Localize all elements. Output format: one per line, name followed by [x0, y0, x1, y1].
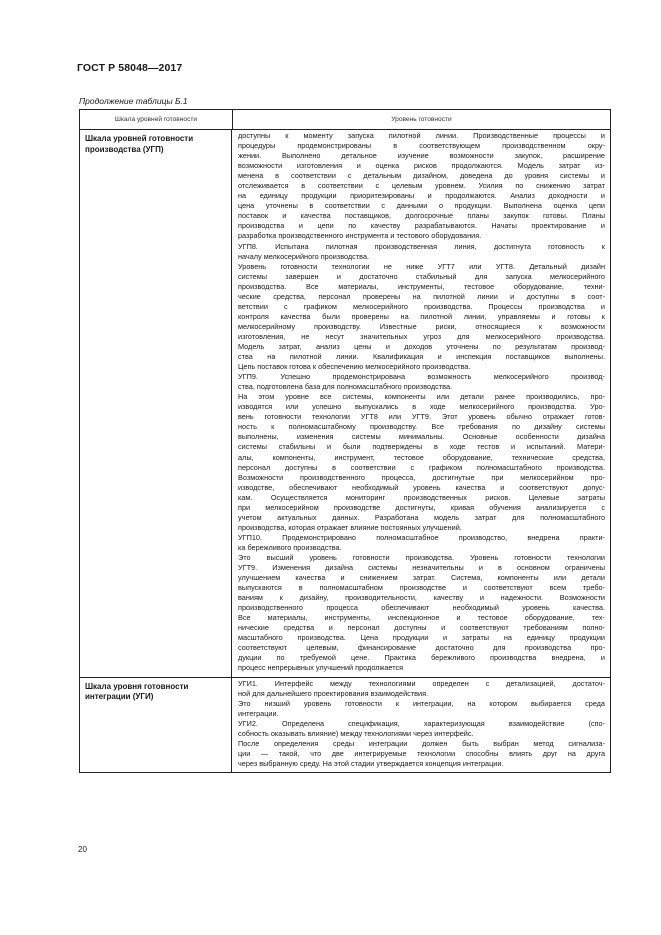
- description-line: при мелкосерийном производстве достигнуты, кривая обучения анализируется с: [238, 502, 605, 512]
- description-line: доступны к моменту запуска пилотной линии. Производственные процессы и: [238, 131, 605, 140]
- description-line: ства на пилотной линии. Квалификация и инспекция поставщиков выполнены.: [238, 352, 605, 362]
- description-line: ка бережливого производства.: [238, 542, 342, 552]
- description-line: Это высший уровень готовности производства. Уровень готовности технологии: [238, 552, 605, 562]
- table-row: [80, 130, 610, 678]
- description-line: Возможности производственного процесса, достигнутые при мелкосерийном про-: [238, 472, 605, 482]
- description-line: выполнены, изменения системы минимальны. Основные особенности дизайна: [238, 432, 605, 442]
- description-line: собность оказывать влияние) между технологиями через интерфейс.: [238, 728, 474, 738]
- description-line: Цепь поставок готова к обеспечению мелкосерийного производства.: [238, 362, 471, 372]
- readiness-table: [79, 109, 611, 773]
- document-code: ГОСТ Р 58048—2017: [77, 62, 183, 74]
- scale-name-cell: [80, 130, 232, 677]
- description-line: жении. Выполнено детальное изучение возможности закупок, расширение: [238, 151, 605, 161]
- description-line: кам. Осуществляется мониторинг производственных рисков. Целевые затраты: [238, 492, 605, 502]
- description-line: алы, компоненты, инструмент, тестовое оборудование, технические средства,: [238, 452, 605, 462]
- description-line: Все материалы, инструменты, инспекционное и тестовое оборудование, тех-: [238, 613, 605, 623]
- table-row: [80, 678, 610, 772]
- scale-name-line: производства (УГП): [85, 144, 164, 154]
- description-line: мелкосерийному производству. Известные риски, относящиеся к возможности: [238, 321, 605, 331]
- description-line: системы стабильны и были подтверждены в ходе тестов и испытаний. Матери-: [238, 442, 605, 452]
- description-line: системы завершен и достаточно стабильный для запуска мелкосерийного: [238, 271, 605, 281]
- table-header: [80, 110, 610, 130]
- description-line: процесс непрерывных улучшений продолжается: [238, 663, 404, 673]
- description-line: началу мелкосерийного производства.: [238, 251, 370, 261]
- column-header-scale: Шкала уровней готовности: [80, 110, 233, 129]
- description-line: дукции по требуемой цене. Практика бережливого производства внедрена, и: [238, 653, 605, 663]
- description-line: цена уточнены в соответствии с данными о продукции. Выполнена оценка цепи: [238, 201, 605, 211]
- description-line: ветствии с графиком мелкосерийного производства. Процессы производства и: [238, 301, 605, 311]
- scale-name-line: Шкала уровня готовности: [85, 681, 189, 691]
- description-line: УГП10. Продемонстрировано полномасштабное производство, внедрена практи-: [238, 532, 605, 542]
- description-line: нические средства и персонал доступны и соответствуют требованиям полно-: [238, 623, 605, 633]
- description-line: через выбранную среду. На этой стадии утверждается концепция интеграции.: [238, 758, 504, 768]
- description-line: УГП8. Испытана пилотная производственная линия, достигнута готовность к: [238, 241, 605, 251]
- description-line: контроля качества были проверены на пилотной линии, управляемы и готовы к: [238, 311, 605, 321]
- description-line: интеграции.: [238, 708, 279, 718]
- description-line: ческие средства, персонал проверены на пилотной линии и доступны в соот-: [238, 291, 605, 301]
- description-line: соответствуют целевым, финансирование достаточно для производства про-: [238, 643, 605, 653]
- scale-name-line: интеграции (УГИ): [85, 692, 154, 702]
- description-line: ства, подготовлена база для полномасштабного производства.: [238, 382, 453, 392]
- description-line: менена в соответствии с детальным дизайном, доведена до уровня системы и: [238, 171, 605, 181]
- table-caption: Продолжение таблицы Б.1: [79, 96, 188, 106]
- description-line: ваниям к дизайну, производительности, качеству и надежности. Возможности: [238, 593, 605, 603]
- description-line: вень готовности технологии УГТ8 или УГТ9. Этот уровень обычно отражает готов-: [238, 412, 605, 422]
- description-line: на единицу продукции приоритезированы и продолжаются. Анализ доходности и: [238, 191, 605, 201]
- description-line: Это низший уровень готовности к интеграции, на котором выбирается среда: [238, 698, 605, 708]
- page-number: 20: [78, 845, 87, 854]
- description-line: ность к полномасштабному производству. Все требования по дизайну системы: [238, 422, 605, 432]
- description-line: После определения среды интеграции должен быть выбран метод сигнализа-: [238, 738, 605, 748]
- scale-name-cell: [80, 678, 232, 772]
- description-line: возможности изготовления и оценка рисков продолжаются. Модель затрат из-: [238, 161, 605, 171]
- description-line: Модель затрат, анализ цены и доходов уточнены по результатам производ-: [238, 341, 605, 351]
- description-line: УГИ2. Определена спецификация, характеризующая взаимодействие (спо-: [238, 718, 605, 728]
- description-line: персонал доступны в соответствии с графиком полномасштабного производства.: [238, 462, 605, 472]
- description-line: изводятся или успешно выпускались в ходе мелкосерийного производства. Уро-: [238, 402, 605, 412]
- column-header-level: Уровень готовности: [391, 116, 452, 123]
- description-line: производства и цепи по качеству разрабатываются. Начаты проектирование и: [238, 221, 605, 231]
- description-line: УГИ1. Интерфейс между технологиями определен с детализацией, достаточ-: [238, 678, 605, 688]
- description-line: производства. Все материалы, инструменты, тестовое оборудование, техни-: [238, 281, 605, 291]
- description-line: разработка производственного инструмента и тестового оборудования.: [238, 231, 482, 241]
- description-line: ции — такой, что две интегрируемые технологии способны влиять друг на друга: [238, 748, 605, 758]
- description-line: УГТ9. Изменения дизайна системы незначительны и в основном ограничены: [238, 563, 605, 573]
- description-line: отслеживается в соответствии с целевым уровнем. Усилия по снижению затрат: [238, 181, 605, 191]
- level-description-cell: [232, 130, 610, 677]
- description-line: производства, которая отражает влияние постоянных улучшений.: [238, 522, 462, 532]
- description-line: УГП9. Успешно продемонстрирована возможность мелкосерийного производ-: [238, 372, 605, 382]
- level-description-cell: [232, 678, 610, 772]
- description-line: На этом уровне все системы, компоненты или детали ранее производились, про-: [238, 392, 605, 402]
- description-line: Уровень готовности технологии не ниже УГТ7 или УГТ8. Детальный дизайн: [238, 261, 605, 271]
- description-line: улучшением качества и снижением затрат. Система, компоненты или детали: [238, 573, 605, 583]
- description-line: изготовления, не несут значительных угроз для мелкосерийного производства.: [238, 331, 605, 341]
- description-line: учетом актуальных данных. Разработана модель затрат для полномасштабного: [238, 512, 605, 522]
- description-line: процедуры продемонстрированы в соответствующем производственном окру-: [238, 141, 605, 151]
- scale-name-line: Шкала уровней готовности: [85, 134, 194, 143]
- description-line: масштабного производства. Цена продукции и затраты на единицу продукции: [238, 633, 605, 643]
- description-line: выпускаются в полномасштабном производстве и соответствуют всем требо-: [238, 583, 605, 593]
- description-line: изводстве, обеспечивают необходимый уровень качества и соответствуют допус-: [238, 482, 605, 492]
- description-line: поставок и качества поставщиков, долгосрочные планы закупок готовы. Планы: [238, 211, 605, 221]
- description-line: ной для дальнейшего проектирования взаимодействия.: [238, 688, 429, 698]
- description-line: производственного процесса обеспечивают необходимый уровень качества.: [238, 603, 605, 613]
